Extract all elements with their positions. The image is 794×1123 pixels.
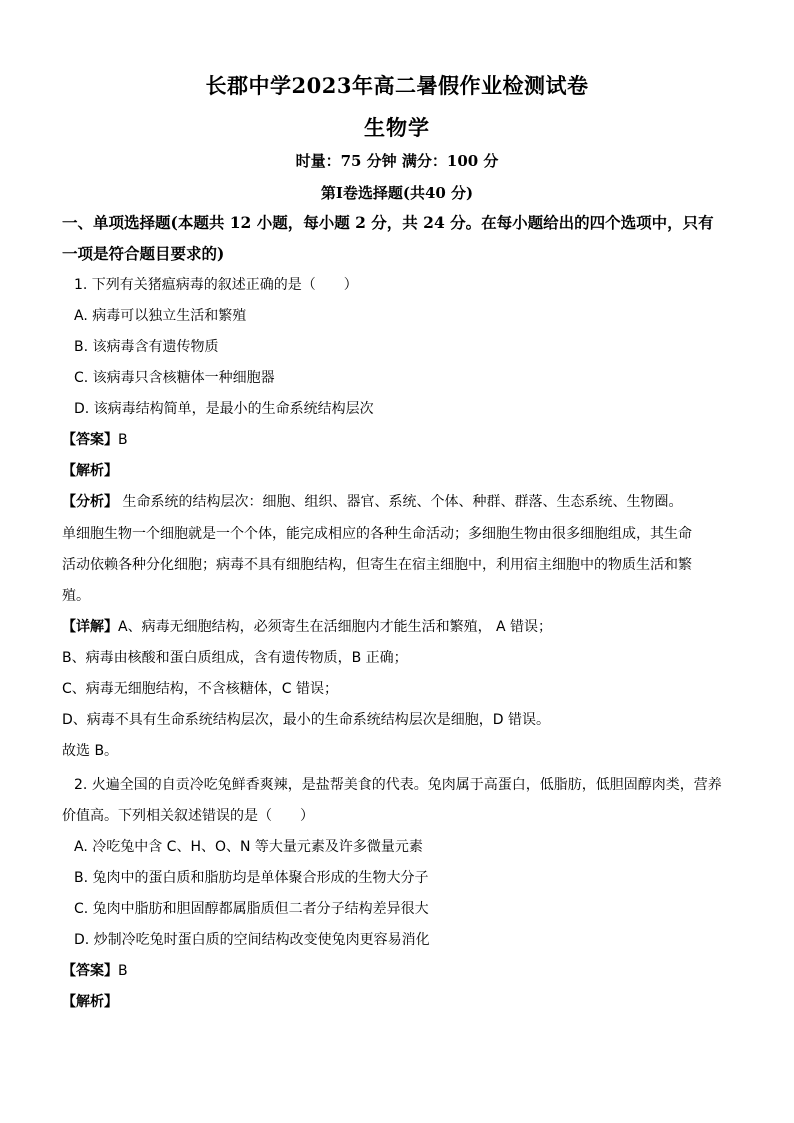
- q1-option-d: D. 该病毒结构简单，是最小的生命系统结构层次: [74, 401, 374, 417]
- q1-stem: 1. 下列有关猪瘟病毒的叙述正确的是（ ）: [74, 277, 358, 293]
- answer-tag: 【答案】: [62, 963, 118, 979]
- q1-para2: 活动依赖各种分化细胞；病毒不具有细胞结构，但寄生在宿主细胞中，利用宿主细胞中的物质生活和繁: [62, 557, 692, 573]
- q1-para3: 殖。: [62, 588, 90, 604]
- detail-tag: 【详解】: [62, 619, 118, 635]
- detail-a: A、病毒无细胞结构，必须寄生在活细胞内才能生活和繁殖， A 错误；: [118, 619, 553, 635]
- section-heading-line2: 一项是符合题目要求的): [62, 244, 225, 263]
- q2-stem-line1: 2. 火遍全国的自贡冷吃兔鲜香爽辣，是盐帮美食的代表。兔肉属于高蛋白，低脂肪，低胆固醇肉类，营养: [74, 777, 722, 793]
- q2-option-b: B. 兔肉中的蛋白质和脂肪均是单体聚合形成的生物大分子: [74, 870, 429, 886]
- q1-fenxi: [62, 492, 682, 512]
- q2-stem-line2: 价值高。下列相关叙述错误的是（ ）: [62, 808, 314, 824]
- fenxi-text: 生命系统的结构层次：细胞、组织、器官、系统、个体、种群、群落、生态系统、生物圈。: [118, 494, 683, 510]
- answer-tag: 【答案】: [62, 432, 118, 448]
- q2-option-d: D. 炒制冷吃兔时蛋白质的空间结构改变使兔肉更容易消化: [74, 932, 430, 948]
- answer-value: B: [118, 432, 128, 448]
- q1-detail: [62, 617, 552, 637]
- q1-option-a: A. 病毒可以独立生活和繁殖: [74, 308, 247, 324]
- q2-analysis-tag: 【解析】: [62, 994, 118, 1010]
- q1-detail-c: C、病毒无细胞结构，不含核糖体，C 错误；: [62, 681, 338, 697]
- q1-answer: [62, 430, 128, 450]
- q1-conclusion: 故选 B。: [62, 743, 119, 759]
- exam-meta: 时量：75 分钟 满分：100 分: [295, 152, 499, 170]
- exam-title: 长郡中学2023年高二暑假作业检测试卷: [205, 73, 589, 98]
- section-heading: [62, 207, 734, 269]
- q2-answer: [62, 961, 128, 981]
- fenxi-tag: 【分析】: [62, 494, 118, 510]
- subject-title: 生物学: [364, 115, 430, 140]
- q1-option-b: B. 该病毒含有遗传物质: [74, 339, 219, 355]
- q1-analysis-tag: 【解析】: [62, 463, 118, 479]
- answer-value: B: [118, 963, 128, 979]
- q2-option-a: A. 冷吃兔中含 C、H、O、N 等大量元素及许多微量元素: [74, 839, 423, 855]
- q1-para1: 单细胞生物一个细胞就是一个个体，能完成相应的各种生命活动；多细胞生物由很多细胞组成，其生命: [62, 526, 692, 542]
- q2-option-c: C. 兔肉中脂肪和胆固醇都属脂质但二者分子结构差异很大: [74, 901, 429, 917]
- section-heading-line1: 一、单项选择题(本题共 12 小题，每小题 2 分，共 24 分。在每小题给出的四个选项中，只有: [62, 213, 714, 232]
- volume-heading: 第Ⅰ卷选择题(共40 分): [320, 184, 474, 202]
- q1-detail-d: D、病毒不具有生命系统结构层次，最小的生命系统结构层次是细胞，D 错误。: [62, 712, 551, 728]
- q1-option-c: C. 该病毒只含核糖体一种细胞器: [74, 370, 275, 386]
- q1-detail-b: B、病毒由核酸和蛋白质组成，含有遗传物质，B 正确；: [62, 650, 408, 666]
